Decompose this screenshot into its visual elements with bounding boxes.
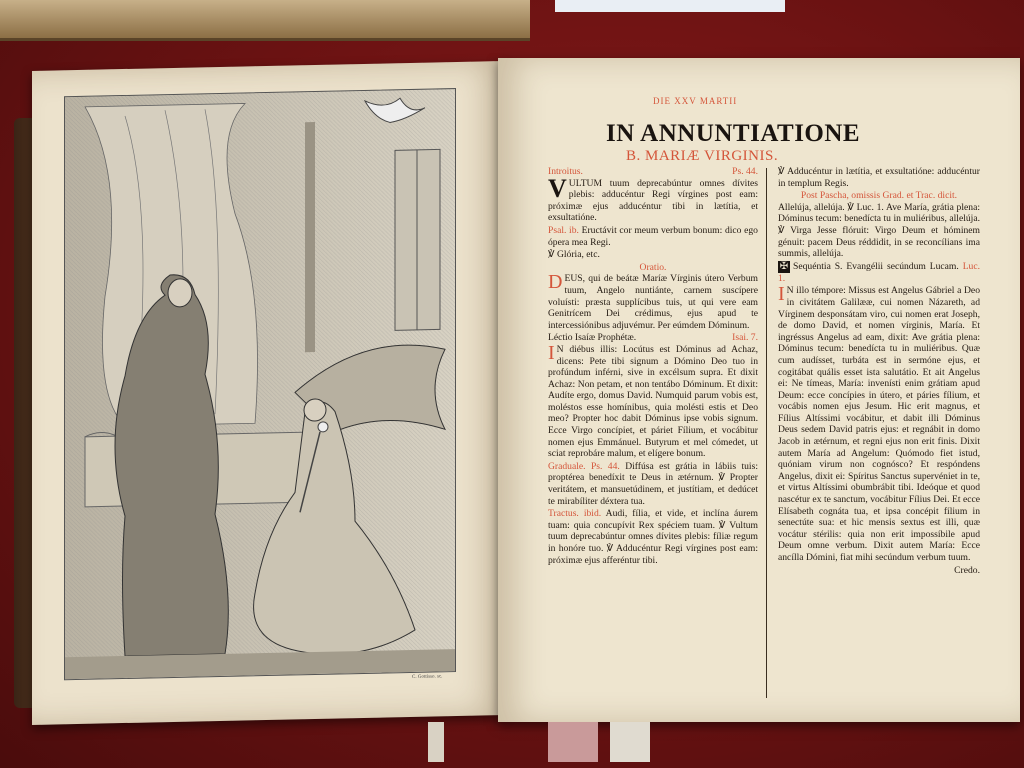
credo-line: Credo.: [954, 564, 980, 576]
cross-icon: ✠: [779, 260, 789, 272]
oratio-paragraph: [548, 273, 758, 331]
adducentur-text: ℣ Adducéntur in lætítia, et exsultatióne: adducéntur in templum Regis.: [778, 166, 980, 189]
right-text-column: [778, 166, 980, 576]
feast-date: DIE XXV MARTII: [653, 96, 738, 106]
gloria-line: ℣ Glória, etc.: [548, 249, 600, 261]
introitus-ref: Ps. 44.: [732, 166, 758, 177]
lectio-text: N diébus illis: Locútus est Dóminus ad Achaz, dicens: Pete tibi signum a Dómino Deo tuo in profúndum inférni, sive in excélsum supra. Et dixit Achaz: Non petam, et non tentábo Dóminum. Et dixit: Audíte ergo, domus David. Numquid parum vobis est, moléstos esse homínibus, quia molésti estis et Deo meo? Propter hoc dabit Dóminus ipse vobis signum. Ecce Virgo concípiet, et páriet Fílium, et vocábitur nomen ejus Emmánuel. Butyrum et mel cómedet, ut sciat reprobáre malum, et elígere bonum.: [548, 343, 758, 460]
left-text-column: [548, 166, 758, 567]
oratio-label: Oratio.: [639, 261, 667, 273]
drop-cap-d: D: [548, 271, 563, 294]
tractus-text: Audi, fília, et vide, et inclína áurem tuam: quia concupívit Rex spéciem tuam. ℣ Vultum tuum deprecabúntur omnes dívites plebis: fíliæ regum in honóre tuo. ℣ Adducéntur Regi vírgines post eam: próximæ ejus afferéntur tibi.: [548, 508, 758, 566]
ribbon-marker: [428, 722, 444, 762]
drop-cap-i-gospel: I: [778, 283, 785, 306]
column-divider: [766, 168, 767, 698]
sequentia-ref: Luc. 1.: [778, 260, 981, 284]
psalm-label: Psal. ib.: [548, 224, 579, 236]
paper-card: [555, 0, 785, 12]
introitus-text: ULTUM tuum deprecabúntur omnes dívites plebis: adducéntur Regi vírgines post eam: próximæ ejus adducéntur tibi in lætítia, et exsultatióne.: [548, 177, 758, 224]
ribbon-marker: [548, 722, 598, 762]
open-missal: [8, 58, 1020, 726]
engraving-illustration: [65, 89, 455, 679]
engraver-credit: C. Gottisso. sc.: [412, 674, 443, 680]
lectio-label: Léctio Isaíæ Prophétæ.: [548, 332, 637, 344]
psalm-text: Eructávit cor meum verbum bonum: dico ego ópera mea Regi.: [548, 224, 758, 248]
lectio-ref: Isai. 7.: [732, 332, 758, 344]
left-page: [32, 61, 504, 725]
page-subtitle: B. MARIÆ VIRGINIS.: [626, 148, 779, 164]
evangelium-text: N illo témpore: Missus est Angelus Gábriel a Deo in civitátem Galilææ, cui nomen Názareth, ad Vírginem desponsátam viro, cui nomen erat Joseph, de domo David, et nomen vírginis, María. Et ingréssus Angelus ad eam, dixit: Ave grátia plena: Dóminus tecum: benedícta tu in muliéribus. Quæ cum audísset, turbáta est in sermóne ejus, et cogitábat quális esset ista salutátio. Et ait Angelus ei: Ne tímeas, María: invenísti enim grátiam apud Deum: ecce concípies in útero, et páries fílium, et vocábis nomen ejus Jesum. Hic erit magnus, et Fílius Altíssimi vocábitur, et dabit illi Dóminus Deus sedem David patris ejus: et regnábit in domo Jacob in ætérnum, et regni ejus non erit finis. Dixit autem María ad Angelum: Quómodo fiet istud, quóniam virum non cognósco? Et respóndens Angelus, dixit ei: Spíritus Sanctus supervéniet in te, et virtus Altíssimi obumbrábit tibi. Ideóque et quod nascétur ex te sanctum, vocábitur Fílius Dei. Et ecce Elísabeth cognáta tua, et ipsa concépit fílium in senectúte sua: et hic mensis sextus est illi, quæ vocátur stérilis: quia non erit impossíbile apud Deum omne verbum. Dixit autem María: Ecce ancílla Dómini, fiat mihi secúndum verbum tuum.: [778, 285, 980, 563]
lectio-paragraph: [548, 341, 758, 460]
annunciation-engraving: [64, 88, 456, 680]
alleluia-text: Allelúja, allelúja. ℣ Luc. 1. Ave María, grátia plena: Dóminus tecum: benedícta tu in muliéribus, allelúja. ℣ Virga Jesse flóruit: Virgo Deum et hóminem génuit: pacem Deus réddidit, in se reconcílians ima summis, allelúja.: [778, 201, 980, 260]
tractus-label: Tractus. ibid.: [548, 508, 602, 520]
oratio-text: EUS, qui de beátæ Maríæ Vírginis útero Verbum tuum, Angelo nuntiánte, carnem suscípere voluísti: præsta supplícibus tuis, ut qui vere eam Genitrícem Dei crédimus, ejus apud te intercessiónibus adjuvémur. Per eúmdem Dóminum.: [548, 273, 758, 331]
sequentia-line: [778, 261, 980, 285]
lectio-heading: [548, 332, 758, 344]
ribbon-marker: [610, 722, 650, 762]
pillar: [305, 122, 315, 352]
page-title: IN ANNUNTIATIONE: [606, 120, 861, 147]
graduale-label: Graduale. Ps. 44.: [548, 460, 620, 472]
lily-flower-icon: [318, 422, 328, 432]
drop-cap-i: I: [548, 341, 555, 364]
gilded-frame-edge: [0, 0, 530, 41]
introitus-label: Introitus.: [548, 166, 583, 177]
introitus-paragraph: [548, 173, 758, 224]
right-page: [498, 58, 1020, 722]
evangelium-paragraph: [778, 285, 980, 563]
graduale-text: Diffúsa est grátia in lábiis tuis: proptérea benedíxit te Deus in ætérnum. ℣ Propter veritátem, et mansuetúdinem, et justítiam, et dedúcet te mirabíliter déxtera tua.: [548, 460, 758, 507]
introitus-heading: [548, 166, 758, 178]
post-pascha-label: Post Pascha, omissis Grad. et Trac. dicit.: [800, 190, 958, 202]
drop-cap-v: V: [548, 173, 567, 203]
sequentia-text: Sequéntia S. Evangélii secúndum Lucam.: [793, 260, 959, 272]
